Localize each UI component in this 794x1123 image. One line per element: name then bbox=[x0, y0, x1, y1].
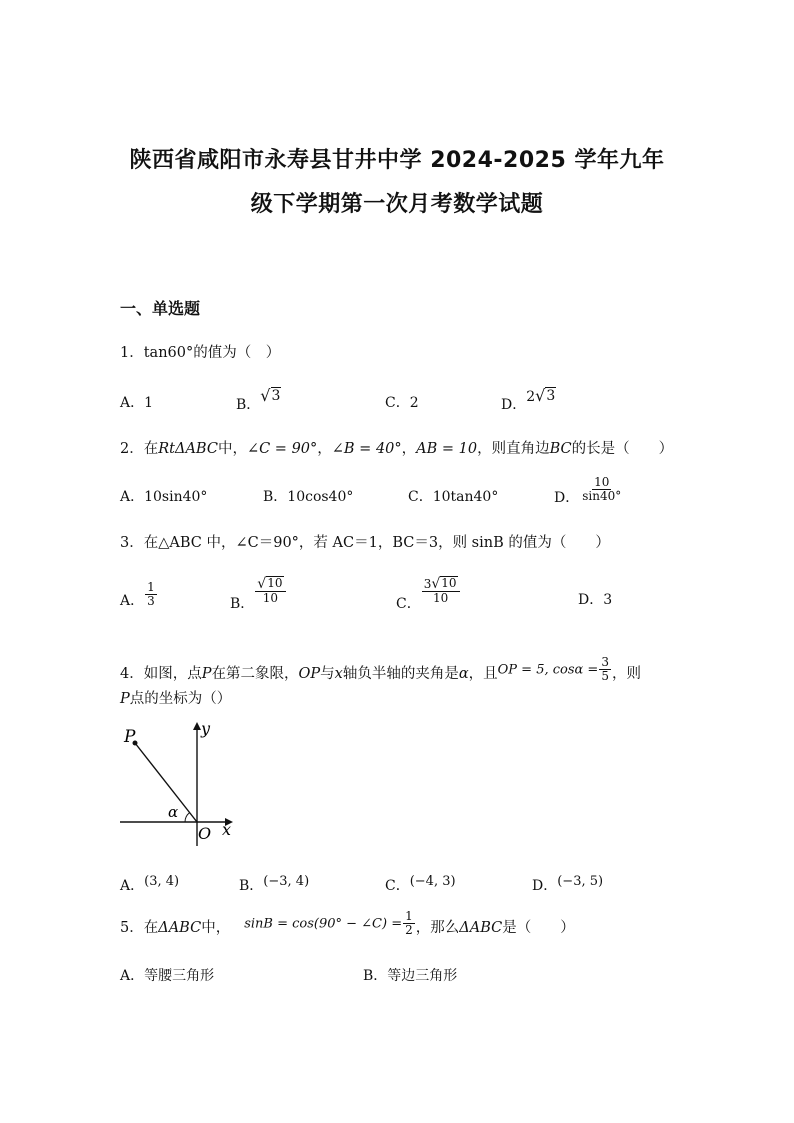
q1-option-a: A．1 bbox=[120, 395, 154, 411]
q4-option-d bbox=[532, 870, 604, 894]
question-4-line-2 bbox=[120, 687, 231, 708]
option-label: D． bbox=[501, 397, 527, 413]
question-text: 的长是（ ） bbox=[571, 441, 674, 457]
segment-name: OP bbox=[298, 665, 321, 682]
question-text: 与 bbox=[320, 665, 335, 682]
question-text: ，则 bbox=[611, 665, 641, 682]
option-label: A． bbox=[120, 878, 145, 894]
q3-option-b bbox=[230, 575, 287, 613]
question-text: ，则直角边 bbox=[477, 441, 550, 457]
option-value: (−3, 5) bbox=[557, 874, 604, 889]
q4-option-b bbox=[239, 870, 310, 894]
sqrt-expression: √ 3 bbox=[535, 386, 556, 405]
option-value: (3, 4) bbox=[144, 874, 180, 889]
fraction: √ 10 10 bbox=[255, 576, 285, 605]
question-text: 轴负半轴的夹角是 bbox=[342, 665, 459, 682]
fraction: $\frac{10}{\sin 40^\circ}$ bbox=[582, 475, 622, 504]
label-x: x bbox=[222, 820, 232, 839]
question-4 bbox=[120, 656, 641, 683]
angle-arc bbox=[185, 813, 190, 822]
point-name: P bbox=[201, 665, 212, 682]
q3-option-d: D．3 bbox=[578, 592, 613, 608]
q1-option-d bbox=[501, 386, 556, 413]
label-alpha: α bbox=[168, 803, 179, 821]
q2-option-d bbox=[554, 475, 624, 506]
section-heading: 一、单选题 bbox=[120, 299, 201, 318]
option-label: B． bbox=[230, 596, 255, 613]
q2-option-c: C．10tan40° bbox=[408, 489, 499, 505]
separator: ， bbox=[401, 441, 417, 457]
triangle-name: ΔABC bbox=[459, 919, 503, 936]
q1-option-c: C．2 bbox=[385, 395, 419, 411]
triangle-name: ΔABC bbox=[158, 919, 202, 936]
condition: OP = 5, cosα = bbox=[497, 662, 599, 678]
y-axis-arrow-icon bbox=[193, 722, 201, 730]
question-number: 1． bbox=[120, 345, 144, 361]
side-name: BC bbox=[549, 441, 572, 457]
fraction: 3 √ 10 10 bbox=[422, 576, 460, 605]
question-text: 中， bbox=[217, 441, 247, 457]
q4-option-a bbox=[120, 870, 180, 894]
label-y: y bbox=[201, 719, 211, 738]
question-text: 的值为（ ） bbox=[193, 345, 281, 361]
condition: sinB = cos(90° − ∠C) = bbox=[244, 916, 403, 932]
option-label: C． bbox=[385, 878, 410, 894]
question-text: 中， bbox=[201, 919, 231, 936]
fraction: $\frac{3}{5}$ bbox=[601, 655, 609, 684]
sqrt-expression: √ 3 bbox=[260, 386, 281, 405]
q4-option-c bbox=[385, 870, 456, 894]
math-expression: tan60° bbox=[143, 345, 194, 361]
q5-option-a: A．等腰三角形 bbox=[120, 968, 215, 984]
q1-option-b bbox=[236, 386, 281, 413]
question-number: 5．在 bbox=[120, 919, 159, 936]
question-number: 2．在 bbox=[120, 441, 159, 457]
question-text: 点的坐标为（） bbox=[129, 691, 232, 707]
condition-side-ab: AB = 10 bbox=[416, 441, 478, 457]
option-label: C． bbox=[396, 596, 421, 613]
label-o: O bbox=[198, 824, 212, 843]
axis-name: x bbox=[334, 665, 343, 682]
segment-op bbox=[135, 743, 197, 822]
q5-option-b: B．等边三角形 bbox=[363, 968, 458, 984]
option-label: B． bbox=[236, 397, 261, 413]
condition-angle-b: ∠B = 40° bbox=[331, 441, 402, 457]
q2-option-b: B．10cos40° bbox=[263, 489, 354, 505]
fraction: $\frac{1}{3}$ bbox=[147, 580, 155, 609]
fraction: $\frac{1}{2}$ bbox=[405, 909, 413, 938]
coordinate-figure bbox=[115, 718, 245, 848]
separator: ， bbox=[317, 441, 332, 457]
question-text: 在第二象限， bbox=[211, 665, 299, 682]
question-5 bbox=[120, 910, 575, 937]
option-label: D． bbox=[554, 489, 580, 506]
label-p: P bbox=[124, 727, 136, 747]
document-title-line-2: 级下学期第一次月考数学试题 bbox=[250, 192, 544, 217]
coefficient: 2 bbox=[526, 389, 536, 405]
condition-angle-c: ∠C = 90° bbox=[246, 441, 318, 457]
option-value: (−3, 4) bbox=[263, 874, 310, 889]
q3-option-c bbox=[396, 575, 461, 613]
angle-name: α bbox=[458, 665, 469, 682]
option-value: (−4, 3) bbox=[409, 874, 456, 889]
q3-option-a bbox=[120, 581, 158, 608]
option-label: D． bbox=[532, 878, 558, 894]
option-label: B． bbox=[239, 878, 264, 894]
document-title-line-1: 陕西省咸阳市永寿县甘井中学 2024-2025 学年九年 bbox=[129, 148, 665, 173]
q2-option-a: A．10sin40° bbox=[120, 489, 208, 505]
question-text: ，那么 bbox=[415, 919, 460, 936]
question-2 bbox=[120, 437, 673, 458]
question-3: 3．在△ABC 中，∠C＝90°，若 AC＝1，BC＝3，则 sinB 的值为（ ） bbox=[120, 535, 610, 551]
question-1 bbox=[120, 341, 280, 362]
option-label: A． bbox=[120, 592, 145, 609]
question-text: 是（ ） bbox=[502, 919, 575, 936]
question-text: ，且 bbox=[468, 665, 498, 682]
point-name: P bbox=[120, 691, 130, 707]
triangle-name: RtΔABC bbox=[158, 441, 218, 457]
question-number: 4．如图，点 bbox=[120, 665, 202, 682]
